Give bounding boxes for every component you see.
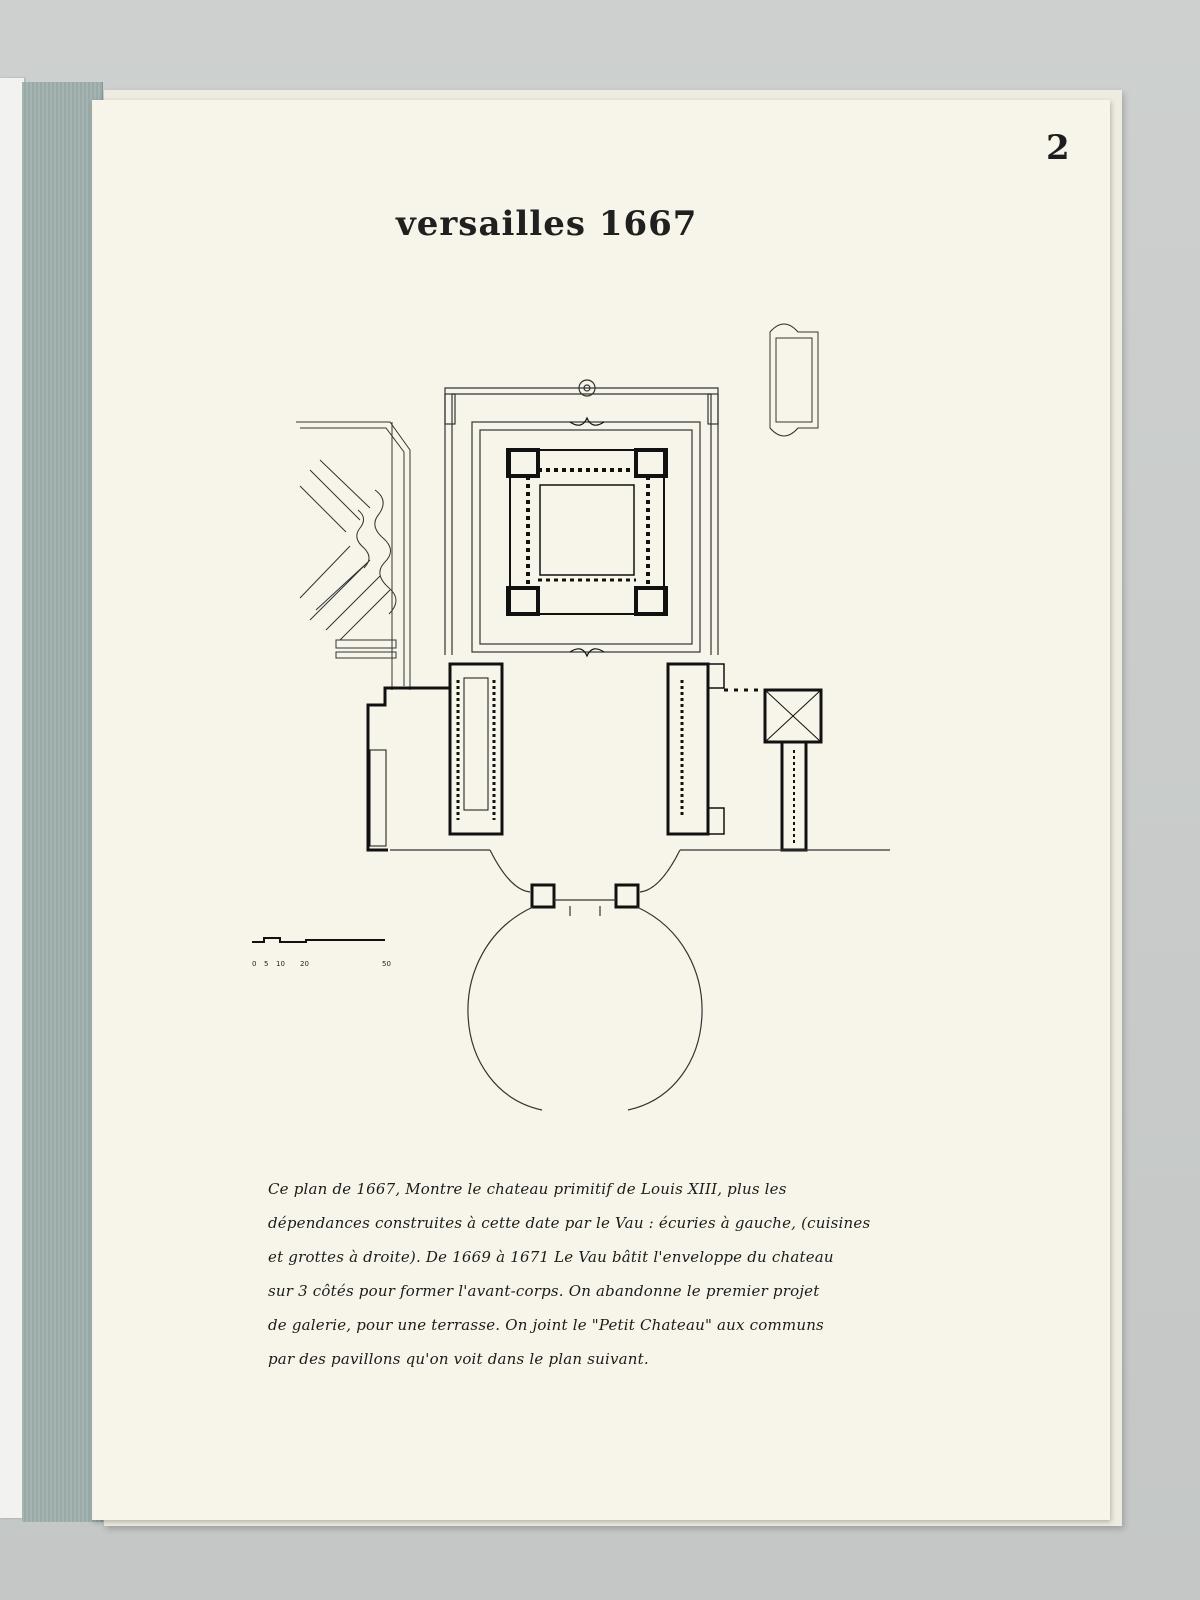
scale-bar-labels <box>252 960 402 974</box>
previous-page-edge <box>0 78 24 1518</box>
kitchens-wing <box>668 664 821 850</box>
scale-bar <box>252 938 385 942</box>
scale-label: 0 <box>252 960 257 968</box>
caption-line: Ce plan de 1667, Montre le chateau primitif de Louis XIII, plus les <box>268 1180 787 1198</box>
scale-label: 10 <box>276 960 285 968</box>
caption-line: dépendances construites à cette date par le Vau : écuries à gauche, (cuisines <box>268 1214 871 1232</box>
upper-right-pavilion <box>770 324 818 436</box>
garden-parterre <box>296 422 410 690</box>
forecourt <box>390 850 890 1110</box>
caption-line: sur 3 côtés pour former l'avant-corps. On abandonne le premier projet <box>268 1282 820 1300</box>
scale-label: 20 <box>300 960 309 968</box>
book-cover <box>22 82 103 1522</box>
floor-plan-drawing <box>240 310 940 1140</box>
page-title: versailles 1667 <box>396 204 698 244</box>
chateau-louis-xiii <box>508 418 666 656</box>
handwritten-caption <box>268 1172 968 1376</box>
page-number: 2 <box>1046 128 1068 168</box>
scale-label: 50 <box>382 960 391 968</box>
scale-label: 5 <box>264 960 269 968</box>
caption-line: par des pavillons qu'on voit dans le plan suivant. <box>268 1350 649 1368</box>
caption-line: de galerie, pour une terrasse. On joint le "Petit Chateau" aux communs <box>268 1316 824 1334</box>
caption-line: et grottes à droite). De 1669 à 1671 Le Vau bâtit l'enveloppe du chateau <box>268 1248 834 1266</box>
stables-wing <box>368 664 502 850</box>
